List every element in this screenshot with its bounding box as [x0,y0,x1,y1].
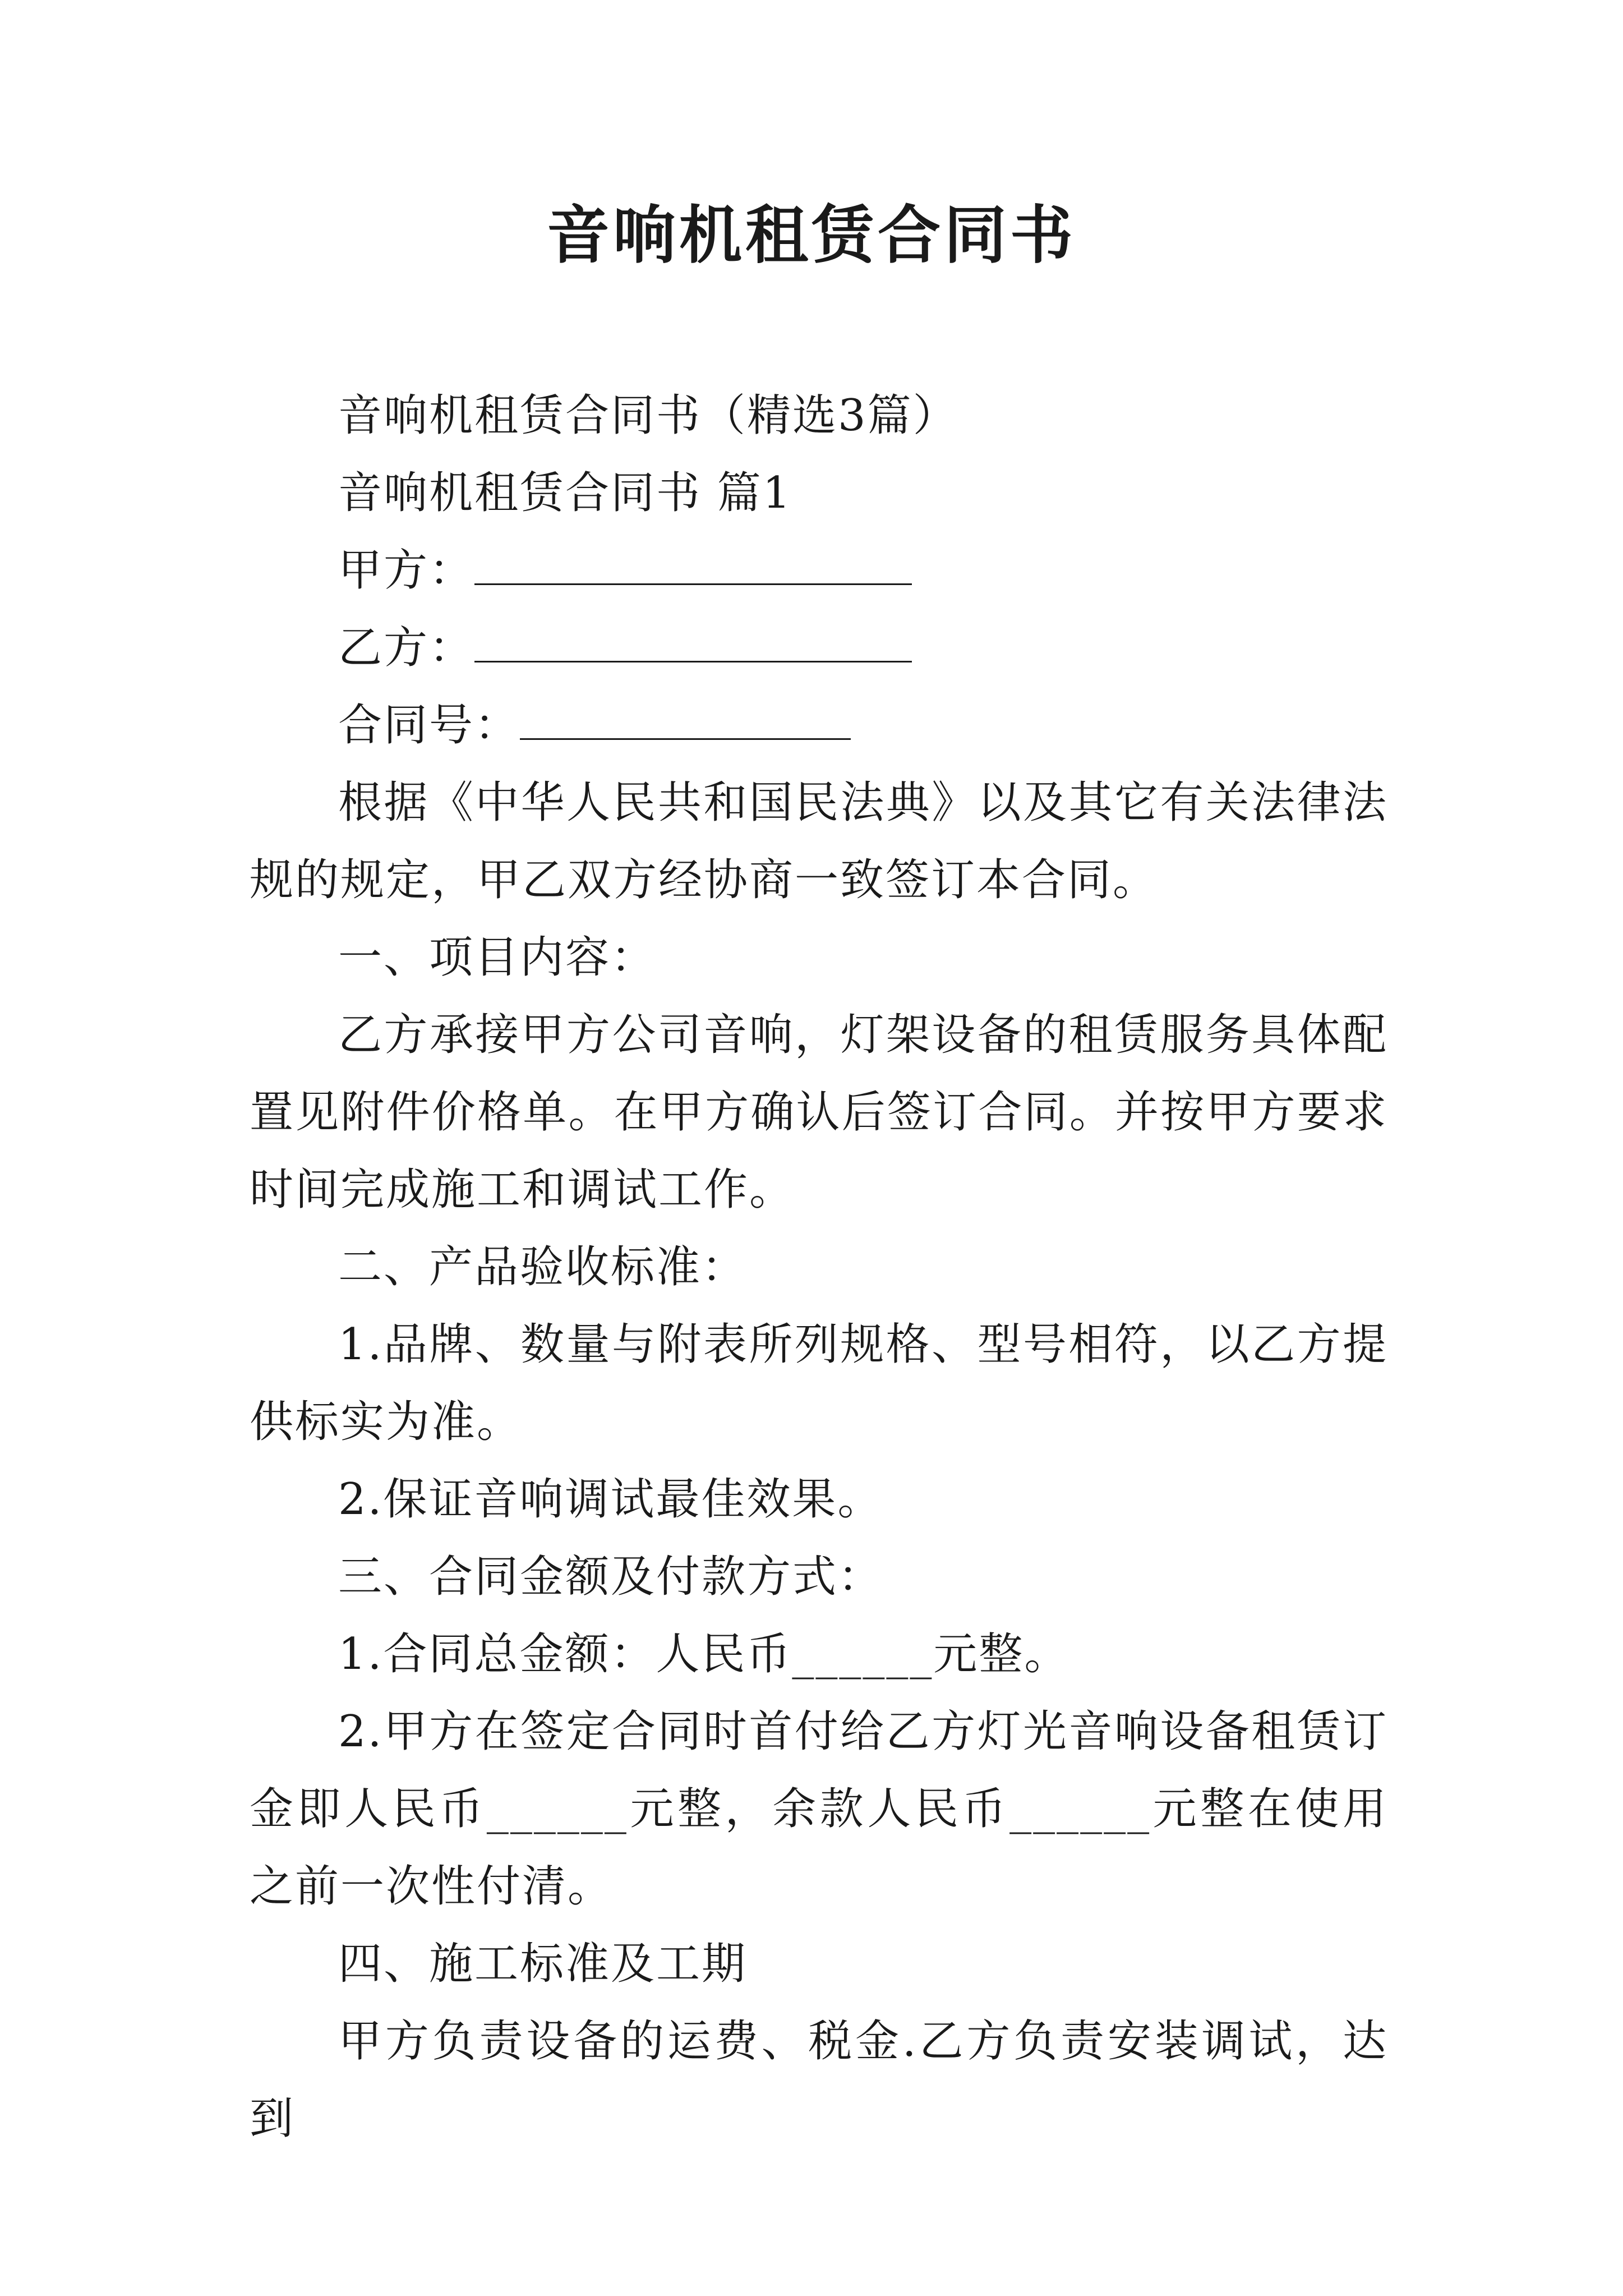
clause-3-2: 2.甲方在签定合同时首付给乙方灯光音响设备租赁订金即人民币______元整，余款人民币______元整在使用之前一次性付清。 [250,1706,1388,1912]
part-heading: 音响机租赁合同书 篇1 [338,468,792,518]
party-b-line [250,609,1388,687]
contract-no-label: 合同号： [338,700,520,751]
section-1-paragraph: 乙方承接甲方公司音响，灯架设备的租赁服务具体配置见附件价格单。在甲方确认后签订合同。并按甲方要求时间完成施工和调试工作。 [250,1010,1388,1215]
section-heading-3: 三、合同金额及付款方式： [338,1552,884,1602]
intro-paragraph: 根据《中华人民共和国民法典》以及其它有关法律法规的规定，甲乙双方经协商一致签订本合同。 [250,777,1388,905]
section-4-paragraph: 甲方负责设备的运费、税金.乙方负责安装调试，达到 [250,2016,1388,2144]
clause-2-1: 1.品牌、数量与附表所列规格、型号相符，以乙方提供标实为准。 [250,1319,1388,1447]
document-subtitle: 音响机租赁合同书（精选3篇） [338,390,958,441]
document-body [250,377,1388,2157]
document-title: 音响机租赁合同书 [547,199,1076,272]
clause-3-1: 1.合同总金额：人民币______元整。 [338,1629,1070,1680]
contract-no-blank [520,701,851,740]
party-a-label: 甲方： [338,545,475,596]
clause-2-2: 2.保证音响调试最佳效果。 [338,1474,883,1525]
party-a-blank [474,546,912,585]
party-a-line [250,532,1388,609]
section-heading-1: 一、项目内容： [338,932,657,983]
party-b-blank [474,624,912,662]
section-heading-2: 二、产品验收标准： [338,1242,748,1292]
section-heading-4: 四、施工标准及工期 [338,1939,748,1989]
party-b-label: 乙方： [338,623,475,673]
contract-no-line [250,687,1388,764]
